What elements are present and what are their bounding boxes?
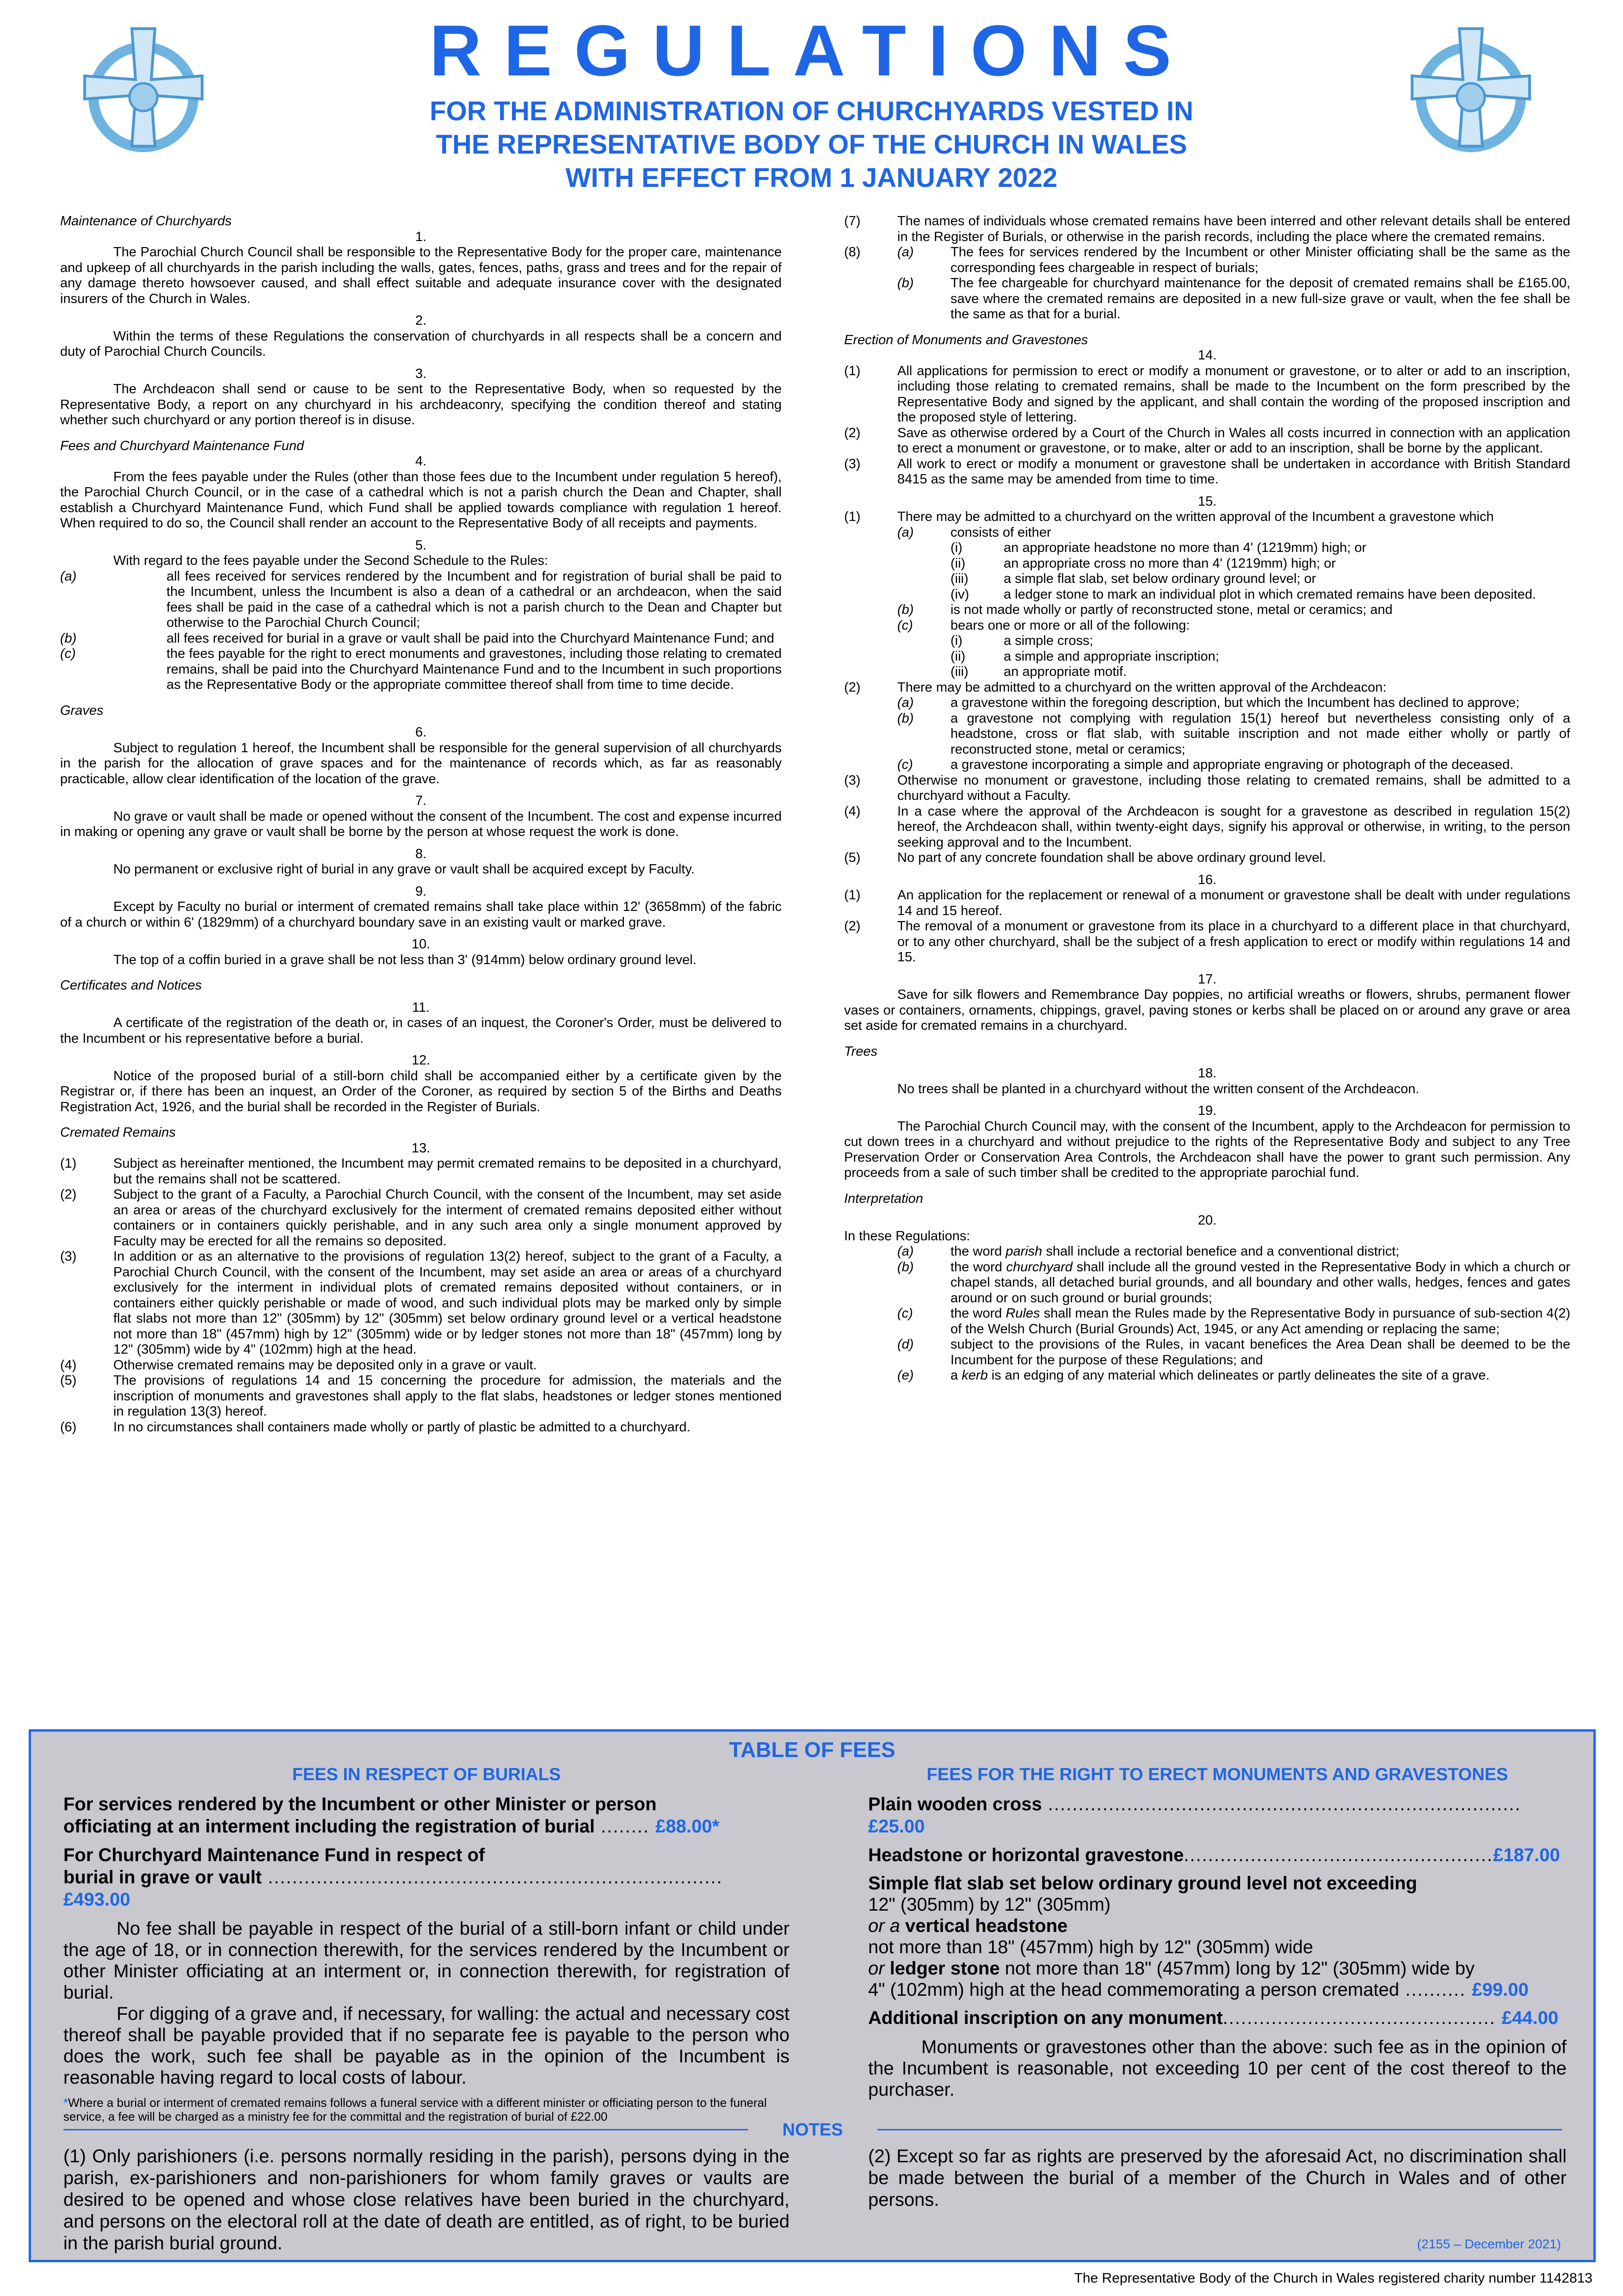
fee-item: For Churchyard Maintenance Fund in respect of burial in grave or vault ...........................................................................£493.00 (63, 1845, 723, 1910)
regulation-text: The Parochial Church Council may, with the consent of the Incumbent, apply to the Archdeacon for permission to cut down trees in a churchyard and without prejudice to the rights of the Representative Body and subject to any Tree Preservation Order or Conservation Area Controls, the Archdeacon shall have the power to grant such permission. Any proceeds from a sale of such timber shall be credited to the appropriate parochial fund. (844, 1119, 1570, 1180)
clause-text: subject to the provisions of the Rules, in vacant benefices the Area Dean shall be deemed to be the Incumbent for the purpose of these Regulations; and (950, 1337, 1570, 1368)
clause-label: (ii) (950, 556, 966, 571)
clause-label: (8) (844, 245, 861, 260)
clause-label: (b) (897, 711, 914, 726)
fee-item: Simple flat slab set below ordinary ground level not exceeding 12" (305mm) by 12" (305mm) or a vertical headstone not more than 18" (457mm) high by 12" (305mm) wide or ledger stone not more than 18" (457mm) long by 12" (305mm) wide by 4" (102mm) high at the head commemorating a person cremated .......... £99.00 (868, 1873, 1529, 2000)
clause-label: (2) (844, 680, 861, 695)
clause-label: (a) (60, 569, 77, 584)
clause (60, 631, 782, 647)
regulation-text: From the fees payable under the Rules (other than those fees due to the Incumbent under regulation 5 hereof), the Parochial Church Council, or in the case of a cathedral which is not a parish church the Dean and Chapter, shall establish a Churchyard Maintenance Fund, which Fund shall be applied towards compliance with regulation 1 hereof. When required to do so, the Council shall render an account to the Representative Body of all receipts and payments. (60, 469, 782, 531)
clause (844, 804, 1570, 851)
clause-label: (4) (844, 804, 861, 819)
fee-paragraph: For digging of a grave and, if necessary, for walling: the actual and necessary cost thereof shall be payable provided that if no separate fee is payable to the person who does the work, such fee shall be payable as in the opinion of the Incumbent is reasonable having regard to local costs of labour. (63, 2004, 790, 2088)
clause-label: (1) (844, 888, 861, 903)
regulation-text: Within the terms of these Regulations the conservation of churchyards in all respects shall be a concern and duty of Parochial Church Councils. (60, 328, 782, 359)
clause-text: a ledger stone to mark an individual plot in which cremated remains have been deposited. (1004, 587, 1537, 602)
monument-fees-heading: FEES FOR THE RIGHT TO ERECT MONUMENTS AND GRAVESTONES (926, 1765, 1508, 1784)
clause-label: (1) (844, 363, 861, 378)
regulation-text: The Parochial Church Council shall be responsible to the Representative Body for the proper care, maintenance and upkeep of all churchyards in the parish including the walls, gates, fences, paths, grass and trees and for the repair of any damage thereto howsoever caused, and shall effect suitable and adequate insurance cover with the designated insurers of the Church in Wales. (60, 245, 782, 306)
clause (844, 1244, 1570, 1260)
regulation-text: In these Regulations: (844, 1228, 970, 1244)
clause-text: There may be admitted to a churchyard on the written approval of the Archdeacon: (897, 680, 1387, 695)
clause-text: consists of either (950, 525, 1051, 540)
clause (844, 695, 1570, 711)
page-title: REGULATIONS (429, 11, 1194, 91)
clause-text: The fee chargeable for churchyard maintenance for the deposit of cremated remains shall be £165.00, save where the cremated remains are deposited in a new full-size grave or vault, when the fee shall be the same as that for a burial. (950, 276, 1570, 322)
note-1: (1) Only parishioners (i.e. persons normally residing in the parish), persons dying in the parish, ex-parishioners and non-parishioners for whom family graves or vaults are desired to be opened and whose close relatives have been buried in the churchyard, and persons on the electoral roll at the date of death are entitled, as of right, to be buried in the parish burial ground. (63, 2146, 790, 2253)
clause (844, 457, 1570, 488)
subtitle-line: THE REPRESENTATIVE BODY OF THE CHURCH IN WALES (436, 130, 1187, 160)
clause (60, 1358, 782, 1374)
clause-text: all fees received for burial in a grave or vault shall be paid into the Churchyard Maintenance Fund; and (167, 631, 774, 646)
clause-text: The provisions of regulations 14 and 15 concerning the procedure for admission, the materials and the inscription of monuments and gravestones shall apply to the flat slabs, headstones or ledger stones mentioned in regulation 13(3) hereof. (113, 1373, 782, 1419)
clause-text: a gravestone incorporating a simple and appropriate engraving or photograph of the deceased. (950, 757, 1514, 772)
clause-text: The names of individuals whose cremated remains have been interred and other relevant details shall be entered in the Register of Burials, or otherwise in the parish records, including the place where the cremated remains. (897, 214, 1570, 244)
clause (844, 364, 1570, 426)
clause (844, 618, 1570, 634)
regulations-column-left (60, 214, 782, 1435)
clause-label: (b) (897, 276, 914, 291)
regulation-text: Save for silk flowers and Remembrance Day poppies, no artificial wreaths or flowers, shrubs, permanent flower vases or containers, ornaments, chippings, gravel, paving stones or kerbs shall be placed on or around any grave or area set aside for cremated remains in a churchyard. (844, 987, 1570, 1033)
regulation-number: 17. (1197, 972, 1217, 987)
clause (844, 757, 1570, 773)
clause-label: (i) (950, 540, 963, 555)
page-header (0, 0, 1623, 204)
clause-text: All work to erect or modify a monument or gravestone shall be undertaken in accordance with British Standard 8415 as the same may be amended from time to time. (897, 456, 1570, 487)
clause-label: (iii) (950, 571, 969, 586)
burial-fees-column (63, 1765, 790, 2123)
clause-text: a simple and appropriate inscription; (1004, 649, 1219, 664)
clause-label: (a) (897, 525, 914, 540)
clause-text: Otherwise no monument or gravestone, including those relating to cremated remains, shall be admitted to a churchyard without a Faculty. (897, 773, 1570, 803)
regulation-number: 2. (415, 313, 427, 328)
fee-amount: £88.00* (655, 1816, 720, 1837)
regulation-number: 8. (415, 846, 427, 861)
clause-text: the word churchyard shall include all the ground vested in the Representative Body in which a church or chapel stands, all detached burial grounds, and all boundary and other walls, hedges, fences and gates around or on such ground or burial grounds; (950, 1259, 1570, 1306)
section-heading: Maintenance of Churchyards (60, 214, 232, 229)
clause (60, 1156, 782, 1187)
fee-amount: £25.00 (868, 1816, 925, 1837)
clause (60, 1249, 782, 1358)
clause-text: a gravestone not complying with regulation 15(1) hereof but nevertheless consisting only of a headstone, cross or flat slab, with suitable inscription and not made either wholly or partly of reconstructed stone, metal or ceramics; (950, 711, 1570, 757)
clause-label: (2) (844, 919, 861, 934)
document-code: (2155 – December 2021) (1417, 2237, 1561, 2251)
table-of-fees (29, 1729, 1596, 2262)
clause-text: An application for the replacement or renewal of a monument or gravestone shall be dealt with under regulations 14 and 15 hereof. (897, 888, 1570, 918)
clause (844, 556, 1570, 572)
fee-amount: £187.00 (1493, 1845, 1560, 1865)
clause-label: (ii) (950, 649, 966, 664)
section-heading: Cremated Remains (60, 1125, 176, 1140)
regulation-text: Notice of the proposed burial of a still-born child shall be accompanied either by a certificate given by the Registrar or, if there has been an inquest, an Order of the Coroner, as required by section 5 of the Births and Deaths Registration Act, 1926, and the burial shall be recorded in the Register of Burials. (60, 1068, 782, 1114)
clause (844, 1260, 1570, 1306)
clause-text: the word Rules shall mean the Rules made by the Representative Body in pursuance of sub-section 4(2) of the Welsh Church (Burial Grounds) Act, 1945, or any Act amending or replacing the same; (950, 1306, 1570, 1337)
clause-text: Save as otherwise ordered by a Court of the Church in Wales all costs incurred in connection with an application to erect a monument or gravestone, or to make, alter or add to an inscription, shall be borne by the applicant. (897, 425, 1570, 456)
clause-text: a simple cross; (1004, 633, 1093, 648)
clause (60, 646, 782, 693)
regulation-number: 3. (415, 366, 427, 381)
clause-text: The removal of a monument or gravestone from its place in a churchyard to a different place in that churchyard, or to any other churchyard, shall be the subject of a fresh application to erect or modify within regulations 14 and 15. (897, 919, 1570, 965)
clause (844, 540, 1570, 556)
clause-text: a simple flat slab, set below ordinary ground level; or (1004, 571, 1316, 586)
clause (60, 569, 782, 631)
clause (844, 664, 1570, 680)
clause (844, 214, 1570, 245)
notes-heading: NOTES (782, 2120, 843, 2140)
clause-label: (d) (897, 1337, 914, 1352)
fee-amount: £44.00 (1501, 2008, 1559, 2028)
clause-label: (b) (897, 1259, 914, 1275)
clause-text: a kerb is an edging of any material which delineates or partly delineates the site of a grave. (950, 1368, 1490, 1383)
note-2: (2) Except so far as rights are preserved by the aforesaid Act, no discrimination shall be made between the burial of a member of the Church in Wales and of other persons. (868, 2146, 1567, 2210)
regulation-text: No permanent or exclusive right of burial in any grave or vault shall be acquired except by Faculty. (113, 862, 695, 877)
regulation-number: 12. (411, 1053, 431, 1068)
clause-text: bears one or more or all of the following: (950, 618, 1190, 633)
clause-text: Subject as hereinafter mentioned, the Incumbent may permit cremated remains to be deposited in a churchyard, but the remains shall not be scattered. (113, 1156, 782, 1187)
fee-item: Plain wooden cross .............................................................................. £25.00 (868, 1794, 1521, 1837)
regulation-text: No trees shall be planted in a churchyard without the written consent of the Archdeacon. (897, 1081, 1419, 1096)
clause-text: The fees for services rendered by the Incumbent or other Minister officiating shall be the same as the corresponding fees chargeable in respect of burials; (950, 245, 1570, 275)
clause (844, 773, 1570, 804)
clause-label: (a) (897, 695, 914, 710)
section-heading: Graves (60, 703, 104, 718)
clause-label: (c) (60, 646, 76, 661)
clause (844, 1368, 1570, 1384)
clause-text: No part of any concrete foundation shall be above ordinary ground level. (897, 850, 1326, 865)
fee-item: Headstone or horizontal gravestone...................................................£187.00 (868, 1845, 1560, 1865)
fee-item: Additional inscription on any monument............................................. £44.00 (868, 2008, 1559, 2028)
regulation-text: With regard to the fees payable under the Second Schedule to the Rules: (113, 553, 548, 568)
divider-line (877, 2129, 1562, 2130)
clause-label: (a) (897, 245, 914, 260)
regulation-number: 5. (415, 538, 427, 553)
clause (844, 919, 1570, 965)
regulation-number: 4. (415, 454, 427, 469)
clause (844, 245, 1570, 276)
clause (844, 649, 1570, 665)
clause (844, 1306, 1570, 1337)
fees-title: TABLE OF FEES (729, 1738, 895, 1762)
clause-text: In no circumstances shall containers made wholly or partly of plastic be admitted to a churchyard. (113, 1419, 691, 1435)
clause-label: (iii) (950, 664, 969, 679)
clause-text: In a case where the approval of the Archdeacon is sought for a gravestone as described in regulation 15(2) hereof, the Archdeacon shall, within twenty-eight days, signify his approval or otherwise, in writing, to the person seeking approval and to the Incumbent. (897, 804, 1570, 850)
regulation-text: The Archdeacon shall send or cause to be sent to the Representative Body, when so requested by the Representative Body, a report on any churchyard in his archdeaconry, specifying the condition thereof and stating whether such churchyard or any portion thereof is in disuse. (60, 382, 782, 427)
clause (60, 1187, 782, 1249)
clause-label: (3) (844, 773, 861, 788)
clause (844, 888, 1570, 919)
clause-label: (3) (60, 1249, 77, 1264)
clause-text: the fees payable for the right to erect monuments and gravestones, including those relating to cremated remains, shall be paid into the Churchyard Maintenance Fund and to the Incumbent in such proportions as the Representative Body or the appropriate committee thereof shall from time to time decide. (167, 646, 782, 692)
regulation-number: 7. (415, 793, 427, 808)
clause-label: (5) (844, 850, 861, 865)
clause-text: Subject to the grant of a Faculty, a Parochial Church Council, with the consent of the Incumbent, may set aside an area or areas of the churchyard exclusively for the interment of cremated remains deposited either without containers or in containers quickly perishable, and in any such area only a single monument approved by Faculty may be erected for all the remains so deposited. (113, 1187, 782, 1249)
clause (844, 571, 1570, 587)
clause-text: an appropriate motif. (1004, 664, 1127, 679)
clause (60, 1420, 782, 1436)
clause-label: (b) (897, 602, 914, 617)
clause-label: (7) (844, 214, 861, 229)
regulation-number: 15. (1197, 494, 1217, 509)
regulation-text: The top of a coffin buried in a grave shall be not less than 3' (914mm) below ordinary ground level. (113, 952, 697, 967)
regulation-number: 20. (1197, 1213, 1217, 1228)
clause-label: (b) (60, 631, 77, 646)
burial-fees-heading: FEES IN RESPECT OF BURIALS (292, 1765, 561, 1784)
regulation-number: 13. (411, 1140, 431, 1156)
section-heading: Trees (844, 1044, 877, 1059)
regulation-number: 9. (415, 884, 427, 899)
clause-text: all fees received for services rendered by the Incumbent and for registration of burial shall be paid to the Incumbent, unless the Incumbent is also a dean of a cathedral or an archdeacon, when the said fees shall be paid in the case of a cathedral which is not a parish church to the Dean and Chapter but otherwise to the Parochial Church Council; (167, 569, 782, 630)
regulation-text: No grave or vault shall be made or opened without the consent of the Incumbent. The cost and expense incurred in making or opening any grave or vault shall be borne by the person at whose request the work is done. (60, 809, 782, 839)
clause (844, 711, 1570, 758)
clause-text: a gravestone within the foregoing description, but which the Incumbent has declined to approve; (950, 695, 1520, 710)
clause-text: All applications for permission to erect or modify a monument or gravestone, or to alter or add to an inscription, including those relating to cremated remains, shall be made to the Incumbent on the form prescribed by the Representative Body and signed by the applicant, and shall contain the wording of the proposed inscription and the proposed style of lettering. (897, 363, 1570, 425)
regulations-column-right (844, 214, 1570, 1384)
clause-text: an appropriate cross no more than 4' (1219mm) high; or (1004, 556, 1336, 571)
clause-label: (c) (897, 1306, 913, 1321)
clause-label: (1) (60, 1156, 77, 1171)
clause-label: (5) (60, 1373, 77, 1388)
fee-amount: £493.00 (63, 1889, 130, 1910)
regulation-number: 11. (412, 1000, 430, 1015)
regulation-number: 10. (411, 937, 431, 952)
regulation-number: 6. (415, 725, 427, 740)
clause (60, 1373, 782, 1420)
section-heading: Interpretation (844, 1191, 923, 1206)
fee-footnote: *Where a burial or interment of cremated remains follows a funeral service with a different minister or officiating person to the funeral service, a fee will be charged as a ministry fee for the committal and the registration of burial of £22.00 (63, 2096, 767, 2123)
clause-label: (2) (60, 1187, 77, 1202)
clause-text: There may be admitted to a churchyard on the written approval of the Incumbent a gravestone which (897, 509, 1494, 524)
section-heading: Fees and Churchyard Maintenance Fund (60, 438, 304, 453)
clause (844, 509, 1570, 525)
section-heading: Certificates and Notices (60, 978, 202, 993)
clause-label: (4) (60, 1357, 77, 1373)
clause-label: (iv) (950, 587, 969, 602)
clause-text: Otherwise cremated remains may be deposited only in a grave or vault. (113, 1357, 537, 1373)
charity-footer: The Representative Body of the Church in Wales registered charity number 1142813 (1074, 2271, 1592, 2286)
regulation-number: 1. (415, 229, 427, 244)
regulation-number: 14. (1197, 348, 1217, 363)
clause-text: the word parish shall include a rectorial benefice and a conventional district; (950, 1244, 1400, 1259)
regulation-number: 16. (1197, 872, 1217, 887)
regulation-number: 19. (1197, 1103, 1217, 1118)
clause-label: (c) (897, 618, 913, 633)
clause-label: (1) (844, 509, 861, 524)
notes-divider (63, 2120, 1562, 2139)
clause (844, 426, 1570, 457)
fee-amount: £99.00 (1472, 1980, 1529, 2000)
clause (844, 680, 1570, 696)
clause (844, 850, 1570, 866)
section-heading: Erection of Monuments and Gravestones (844, 332, 1088, 347)
clause-label: (3) (844, 456, 861, 471)
clause (844, 276, 1570, 322)
clause-label: (6) (60, 1419, 77, 1435)
regulation-text: A certificate of the registration of the death or, in cases of an inquest, the Coroner's Order, must be delivered to the Incumbent or his representative before a burial. (60, 1015, 782, 1046)
clause (844, 602, 1570, 618)
clause-label: (i) (950, 633, 963, 648)
regulation-text: Subject to regulation 1 hereof, the Incumbent shall be responsible for the general supervision of all churchyards in the parish for the allocation of grave spaces and for the maintenance of records which, as far as reasonably practicable, allow clear identification of the location of the grave. (60, 740, 782, 786)
fee-paragraph: No fee shall be payable in respect of the burial of a still-born infant or child under the age of 18, or in connection therewith, for the services rendered by the Incumbent or other Minister officiating at an interment or, in connection therewith, for registration of burial. (63, 1918, 790, 2003)
clause-label: (2) (844, 425, 861, 440)
clause-text: In addition or as an alternative to the provisions of regulation 13(2) hereof, subject to the grant of a Faculty, a Parochial Church Council, with the consent of the Incumbent, may set aside an area or areas of a churchyard exclusively for the interment in individual plots of cremated remains deposited without containers, or in containers either quickly perishable or made of wood, and such individual plots may be marked only by simple flat slabs not more than 12" (305mm) by 12" (305mm) set below ordinary ground level or a vertical headstone not more than 18" (457mm) high by 12" (305mm) wide or by ledger stones not more than 18" (457mm) long by 12" (305mm) wide by 4" (102mm) high at the head. (113, 1249, 782, 1357)
monument-fees-column (868, 1765, 1567, 2100)
regulation-number: 18. (1197, 1066, 1217, 1081)
clause-label: (a) (897, 1244, 914, 1259)
clause (844, 525, 1570, 541)
clause (844, 633, 1570, 649)
clause-text: is not made wholly or partly of reconstructed stone, metal or ceramics; and (950, 602, 1393, 617)
clause-label: (e) (897, 1368, 914, 1383)
subtitle-line: FOR THE ADMINISTRATION OF CHURCHYARDS VESTED IN (430, 96, 1193, 126)
clause-text: an appropriate headstone no more than 4' (1219mm) high; or (1004, 540, 1367, 555)
fee-item: For services rendered by the Incumbent or other Minister or person officiating at an interment including the registration of burial ........ £88.00* (63, 1794, 720, 1837)
clause-label: (c) (897, 757, 913, 772)
clause (844, 587, 1570, 603)
clause (844, 1337, 1570, 1368)
fee-paragraph: Monuments or gravestones other than the above: such fee as in the opinion of the Incumbent is reasonable, not exceeding 10 per cent of the cost thereof to the purchaser. (868, 2037, 1567, 2100)
subtitle-line: WITH EFFECT FROM 1 JANUARY 2022 (565, 163, 1058, 193)
regulation-text: Except by Faculty no burial or interment of cremated remains shall take place within 12' (3658mm) of the fabric of a church or within 6' (1829mm) of a churchyard boundary save in an existing vault or marked grave. (60, 899, 782, 930)
